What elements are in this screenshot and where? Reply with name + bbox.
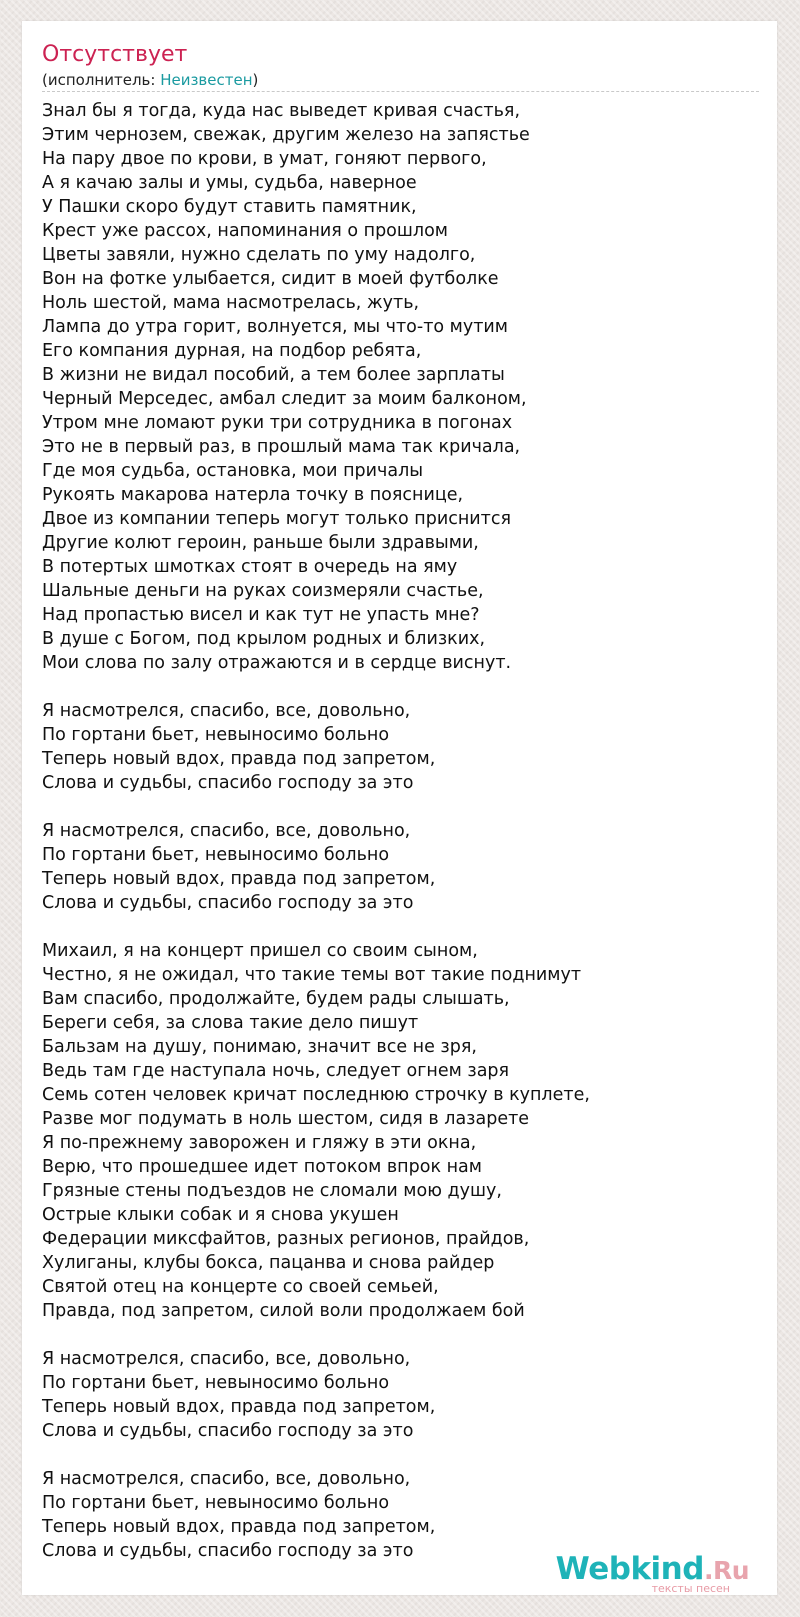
lyric-line: Это не в первый раз, в прошлый мама так кричала, — [42, 437, 521, 457]
lyric-line: Разве мог подумать в ноль шестом, сидя в лазарете — [42, 1109, 530, 1129]
lyric-line: В жизни не видал пособий, а тем более зарплаты — [42, 365, 505, 385]
lyric-line: Рукоять макарова натерла точку в пояснице, — [42, 485, 464, 505]
lyric-line: Я по-прежнему заворожен и гляжу в эти окна, — [42, 1133, 477, 1153]
lyric-line: Вам спасибо, продолжайте, будем рады слышать, — [42, 989, 510, 1009]
lyric-line: В потертых шмотках стоят в очередь на яму — [42, 557, 458, 577]
lyric-line: Цветы завяли, нужно сделать по уму надолго, — [42, 245, 476, 265]
lyric-line: По гортани бьет, невыносимо больно — [42, 725, 390, 745]
lyric-line: Я насмотрелся, спасибо, все, довольно, — [42, 1469, 411, 1489]
lyrics-card — [22, 21, 777, 1595]
lyric-line: Вон на фотке улыбается, сидит в моей футболке — [42, 269, 499, 289]
lyric-line: Я насмотрелся, спасибо, все, довольно, — [42, 701, 411, 721]
lyric-line: Знал бы я тогда, куда нас выведет кривая счастья, — [42, 101, 521, 121]
lyric-line: Лампа до утра горит, волнуется, мы что-то мутим — [42, 317, 508, 337]
lyric-line: Федерации миксфайтов, разных регионов, прайдов, — [42, 1229, 530, 1249]
lyrics-stanza — [42, 99, 759, 675]
brand-logo[interactable] — [555, 1551, 767, 1595]
lyric-line: Хулиганы, клубы бокса, пацанва и снова райдер — [42, 1253, 495, 1273]
brand-name: Webkind — [555, 1551, 704, 1587]
lyric-line: Михаил, я на концерт пришел со своим сыном, — [42, 941, 478, 961]
lyric-line: Ведь там где наступала ночь, следует огнем заря — [42, 1061, 510, 1081]
artist-line — [42, 70, 258, 90]
lyric-line: Где моя судьба, остановка, мои причалы — [42, 461, 424, 481]
lyric-line: Острые клыки собак и я снова укушен — [42, 1205, 399, 1225]
lyric-line: А я качаю залы и умы, судьба, наверное — [42, 173, 417, 193]
lyric-line: Черный Мерседес, амбал следит за моим балконом, — [42, 389, 527, 409]
lyric-line: Честно, я не ожидал, что такие темы вот такие поднимут — [42, 965, 582, 985]
title-divider — [42, 91, 759, 92]
artist-prefix: (исполнитель: — [42, 71, 161, 89]
lyric-line: Ноль шестой, мама насмотрелась, жуть, — [42, 293, 420, 313]
lyric-line: Его компания дурная, на подбор ребята, — [42, 341, 422, 361]
lyric-line: Семь сотен человек кричат последнюю строчку в куплете, — [42, 1085, 590, 1105]
lyrics-stanza — [42, 939, 759, 1323]
lyric-line: По гортани бьет, невыносимо больно — [42, 845, 390, 865]
lyric-line: Над пропастью висел и как тут не упасть мне? — [42, 605, 480, 625]
lyric-line: Я насмотрелся, спасибо, все, довольно, — [42, 821, 411, 841]
lyric-line: По гортани бьет, невыносимо больно — [42, 1373, 390, 1393]
lyric-line: У Пашки скоро будут ставить памятник, — [42, 197, 417, 217]
lyric-line: Мои слова по залу отражаются и в сердце виснут. — [42, 653, 512, 673]
song-title: Отсутствует — [42, 42, 188, 67]
brand-tld: .Ru — [703, 1556, 749, 1585]
lyric-line: Этим чернозем, свежак, другим железо на запястье — [42, 125, 530, 145]
brand-tagline: тексты песен — [651, 1582, 730, 1595]
lyric-line: На пару двое по крови, в умат, гоняют первого, — [42, 149, 487, 169]
lyric-line: Крест уже рассох, напоминания о прошлом — [42, 221, 448, 241]
lyric-line: Грязные стены подъездов не сломали мою душу, — [42, 1181, 502, 1201]
lyrics-text — [42, 99, 759, 1587]
lyric-line: Слова и судьбы, спасибо господу за это — [42, 893, 414, 913]
lyric-line: Теперь новый вдох, правда под запретом, — [42, 1517, 436, 1537]
lyrics-stanza — [42, 1347, 759, 1443]
lyric-line: Бальзам на душу, понимаю, значит все не зря, — [42, 1037, 477, 1057]
lyrics-stanza — [42, 1467, 759, 1563]
lyric-line: Теперь новый вдох, правда под запретом, — [42, 1397, 436, 1417]
artist-suffix: ) — [252, 71, 259, 89]
lyric-line: Другие колют героин, раньше были здравыми, — [42, 533, 479, 553]
lyric-line: Теперь новый вдох, правда под запретом, — [42, 869, 436, 889]
lyric-line: Береги себя, за слова такие дело пишут — [42, 1013, 419, 1033]
lyric-line: Правда, под запретом, силой воли продолжаем бой — [42, 1301, 525, 1321]
lyric-line: В душе с Богом, под крылом родных и близких, — [42, 629, 486, 649]
lyric-line: По гортани бьет, невыносимо больно — [42, 1493, 390, 1513]
lyric-line: Святой отец на концерте со своей семьей, — [42, 1277, 439, 1297]
lyric-line: Утром мне ломают руки три сотрудника в погонах — [42, 413, 513, 433]
lyric-line: Я насмотрелся, спасибо, все, довольно, — [42, 1349, 411, 1369]
artist-link[interactable]: Неизвестен — [160, 71, 253, 89]
lyric-line: Двое из компании теперь могут только приснится — [42, 509, 511, 529]
lyric-line: Слова и судьбы, спасибо господу за это — [42, 773, 414, 793]
lyrics-stanza — [42, 699, 759, 795]
lyric-line: Верю, что прошедшее идет потоком впрок нам — [42, 1157, 482, 1177]
lyric-line: Слова и судьбы, спасибо господу за это — [42, 1541, 414, 1561]
lyric-line: Шальные деньги на руках соизмеряли счастье, — [42, 581, 484, 601]
lyric-line: Теперь новый вдох, правда под запретом, — [42, 749, 436, 769]
lyrics-stanza — [42, 819, 759, 915]
lyric-line: Слова и судьбы, спасибо господу за это — [42, 1421, 414, 1441]
